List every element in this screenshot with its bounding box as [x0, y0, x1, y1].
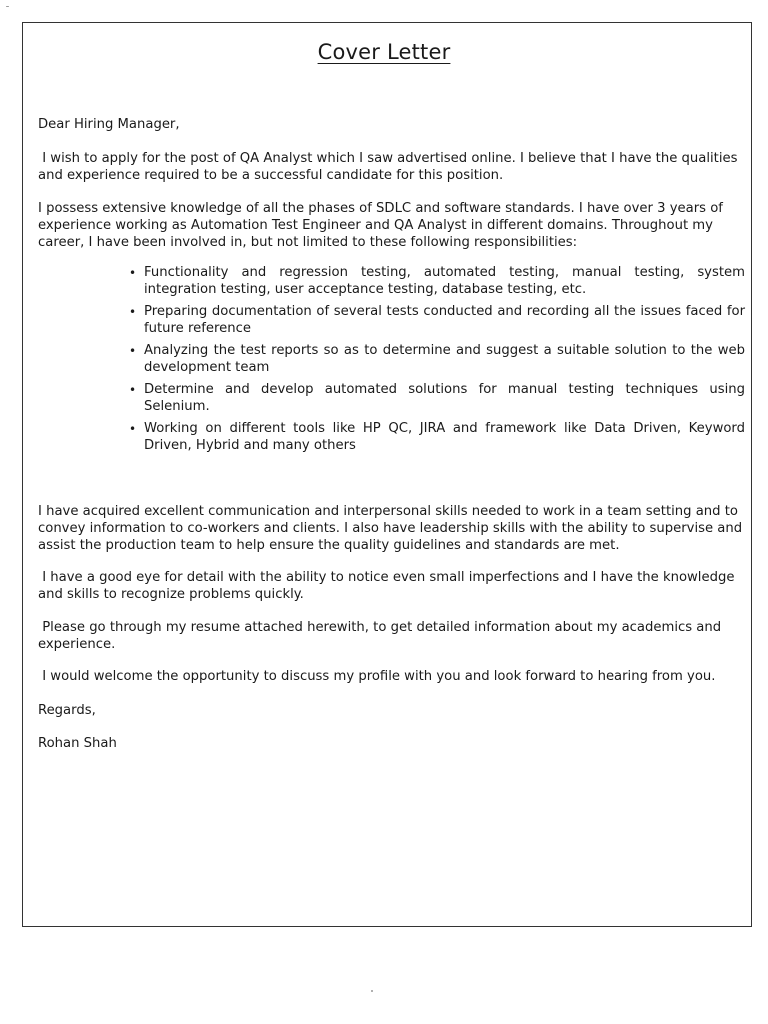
bullet-icon: •: [129, 305, 137, 319]
page-title: Cover Letter: [317, 40, 451, 64]
closing-paragraph: I would welcome the opportunity to discuss my profile with you and look forward to hearing from you.: [38, 669, 716, 684]
intro-paragraph: I wish to apply for the post of QA Analyst which I saw advertised online. I believe that I have the qualities and experience required to be a successful candidate for this position.: [38, 151, 742, 183]
responsibilities-list: [129, 265, 745, 460]
bullet-icon: •: [129, 422, 137, 436]
signature-name: Rohan Shah: [38, 736, 117, 751]
bullet-icon: •: [129, 266, 137, 280]
list-item: [129, 382, 745, 415]
bullet-icon: •: [129, 344, 137, 358]
list-item: [129, 265, 745, 298]
closing-regards: Regards,: [38, 703, 96, 718]
list-item: [129, 421, 745, 454]
resume-paragraph: Please go through my resume attached herewith, to get detailed information about my academics and experience.: [38, 620, 726, 652]
skills-paragraph: I have acquired excellent communication and interpersonal skills needed to work in a team setting and to convey information to co-workers and clients. I also have leadership skills with the ability to supervise and assist the production team to help ensure the quality guidelines and standards are met.: [38, 504, 743, 553]
salutation: Dear Hiring Manager,: [38, 117, 180, 132]
list-item: [129, 343, 745, 376]
list-item: [129, 304, 745, 337]
scan-speck: [371, 990, 373, 992]
list-item-text: Functionality and regression testing, automated testing, manual testing, system integration testing, user acceptance testing, database testing, etc.: [144, 265, 745, 297]
list-item-text: Working on different tools like HP QC, JIRA and framework like Data Driven, Keyword Driven, Hybrid and many others: [144, 421, 745, 453]
list-item-text: Determine and develop automated solutions for manual testing techniques using Selenium.: [144, 382, 745, 414]
experience-paragraph: I possess extensive knowledge of all the phases of SDLC and software standards. I have over 3 years of experience working as Automation Test Engineer and QA Analyst in different domains. Throughout my career, I have been involved in, but not limited to these following responsibilities:: [38, 201, 723, 250]
list-item-text: Analyzing the test reports so as to determine and suggest a suitable solution to the web development team: [144, 343, 745, 375]
list-item-text: Preparing documentation of several tests conducted and recording all the issues faced for future reference: [144, 304, 745, 336]
bullet-icon: •: [129, 383, 137, 397]
detail-paragraph: I have a good eye for detail with the ability to notice even small imperfections and I have the knowledge and skills to recognize problems quickly.: [38, 570, 739, 602]
scan-speck: [6, 6, 9, 7]
